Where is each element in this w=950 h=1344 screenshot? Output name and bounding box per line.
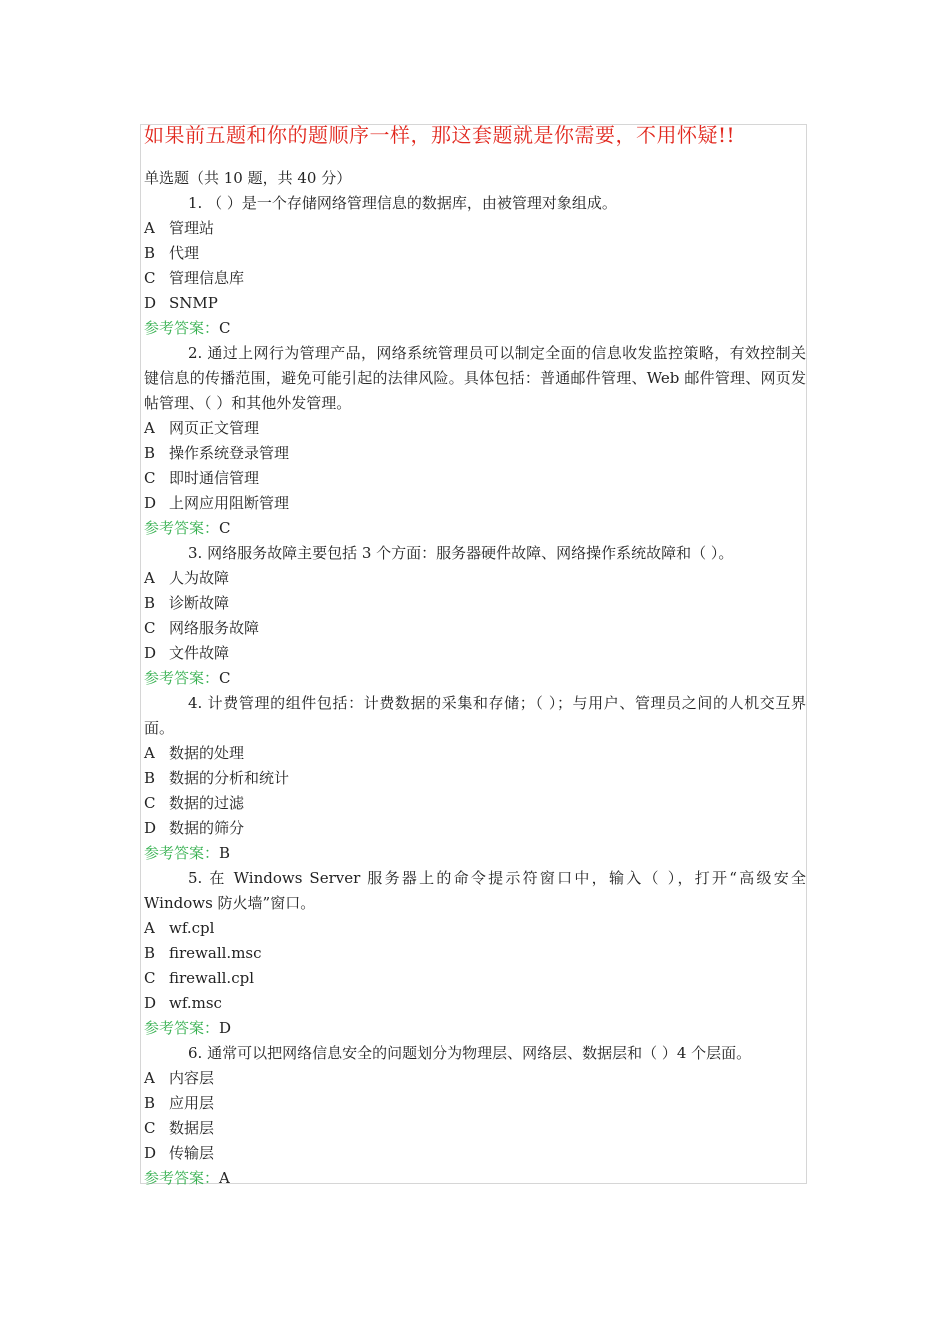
question-block xyxy=(144,341,806,541)
question-text: 3. 网络服务故障主要包括 3 个方面：服务器硬件故障、网络操作系统故障和（ ）。 xyxy=(188,544,734,562)
option-a: A 数据的处理 xyxy=(144,744,245,762)
option-b: B 应用层 xyxy=(144,1094,215,1112)
section-title: 单选题（共 10 题，共 40 分） xyxy=(144,169,352,187)
question-block xyxy=(144,1041,806,1191)
option-d: D 传输层 xyxy=(144,1144,215,1162)
reference-answer: 参考答案：C xyxy=(144,669,231,687)
option-a: A 网页正文管理 xyxy=(144,419,260,437)
question-text: 5. 在 Windows Server 服务器上的命令提示符窗口中，输入（ ），打开“高级安全 Windows 防火墙”窗口。 xyxy=(144,869,806,912)
option-b: B firewall.msc xyxy=(144,944,262,962)
option-a: A 人为故障 xyxy=(144,569,230,587)
option-a: A 管理站 xyxy=(144,219,215,237)
reference-answer: 参考答案：D xyxy=(144,1019,232,1037)
reference-answer: 参考答案：B xyxy=(144,844,231,862)
question-text: 1. （ ）是一个存储网络管理信息的数据库，由被管理对象组成。 xyxy=(188,194,617,212)
option-b: B 代理 xyxy=(144,244,200,262)
option-a: A wf.cpl xyxy=(144,919,215,937)
reference-answer: 参考答案：A xyxy=(144,1169,230,1187)
reference-answer: 参考答案：C xyxy=(144,519,231,537)
question-text: 2. 通过上网行为管理产品，网络系统管理员可以制定全面的信息收发监控策略，有效控制关键信息的传播范围，避免可能引起的法律风险。具体包括：普通邮件管理、Web 邮件管理、网页发帖管理、（ ）和其他外发管理。 xyxy=(144,344,806,412)
option-c: C 网络服务故障 xyxy=(144,619,260,637)
option-d: D 上网应用阻断管理 xyxy=(144,494,290,512)
question-block xyxy=(144,691,806,866)
reference-answer: 参考答案：C xyxy=(144,319,231,337)
option-c: C 数据层 xyxy=(144,1119,215,1137)
option-d: D SNMP xyxy=(144,294,218,312)
question-block xyxy=(144,191,806,341)
option-c: C 数据的过滤 xyxy=(144,794,245,812)
option-d: D 文件故障 xyxy=(144,644,230,662)
quiz-document xyxy=(144,124,806,1191)
question-text: 6. 通常可以把网络信息安全的问题划分为物理层、网络层、数据层和（ ）4 个层面。 xyxy=(188,1044,752,1062)
option-a: A 内容层 xyxy=(144,1069,215,1087)
notice-banner: 如果前五题和你的题顺序一样，那这套题就是你需要，不用怀疑!! xyxy=(144,123,736,147)
option-c: C 管理信息库 xyxy=(144,269,245,287)
option-b: B 操作系统登录管理 xyxy=(144,444,290,462)
option-c: C 即时通信管理 xyxy=(144,469,260,487)
question-block xyxy=(144,541,806,691)
option-b: B 数据的分析和统计 xyxy=(144,769,290,787)
option-c: C firewall.cpl xyxy=(144,969,254,987)
question-block xyxy=(144,866,806,1041)
option-d: D wf.msc xyxy=(144,994,222,1012)
option-b: B 诊断故障 xyxy=(144,594,230,612)
question-list xyxy=(144,191,806,1191)
question-text: 4. 计费管理的组件包括：计费数据的采集和存储；（ ）；与用户、管理员之间的人机交互界面。 xyxy=(144,694,806,737)
option-d: D 数据的筛分 xyxy=(144,819,245,837)
